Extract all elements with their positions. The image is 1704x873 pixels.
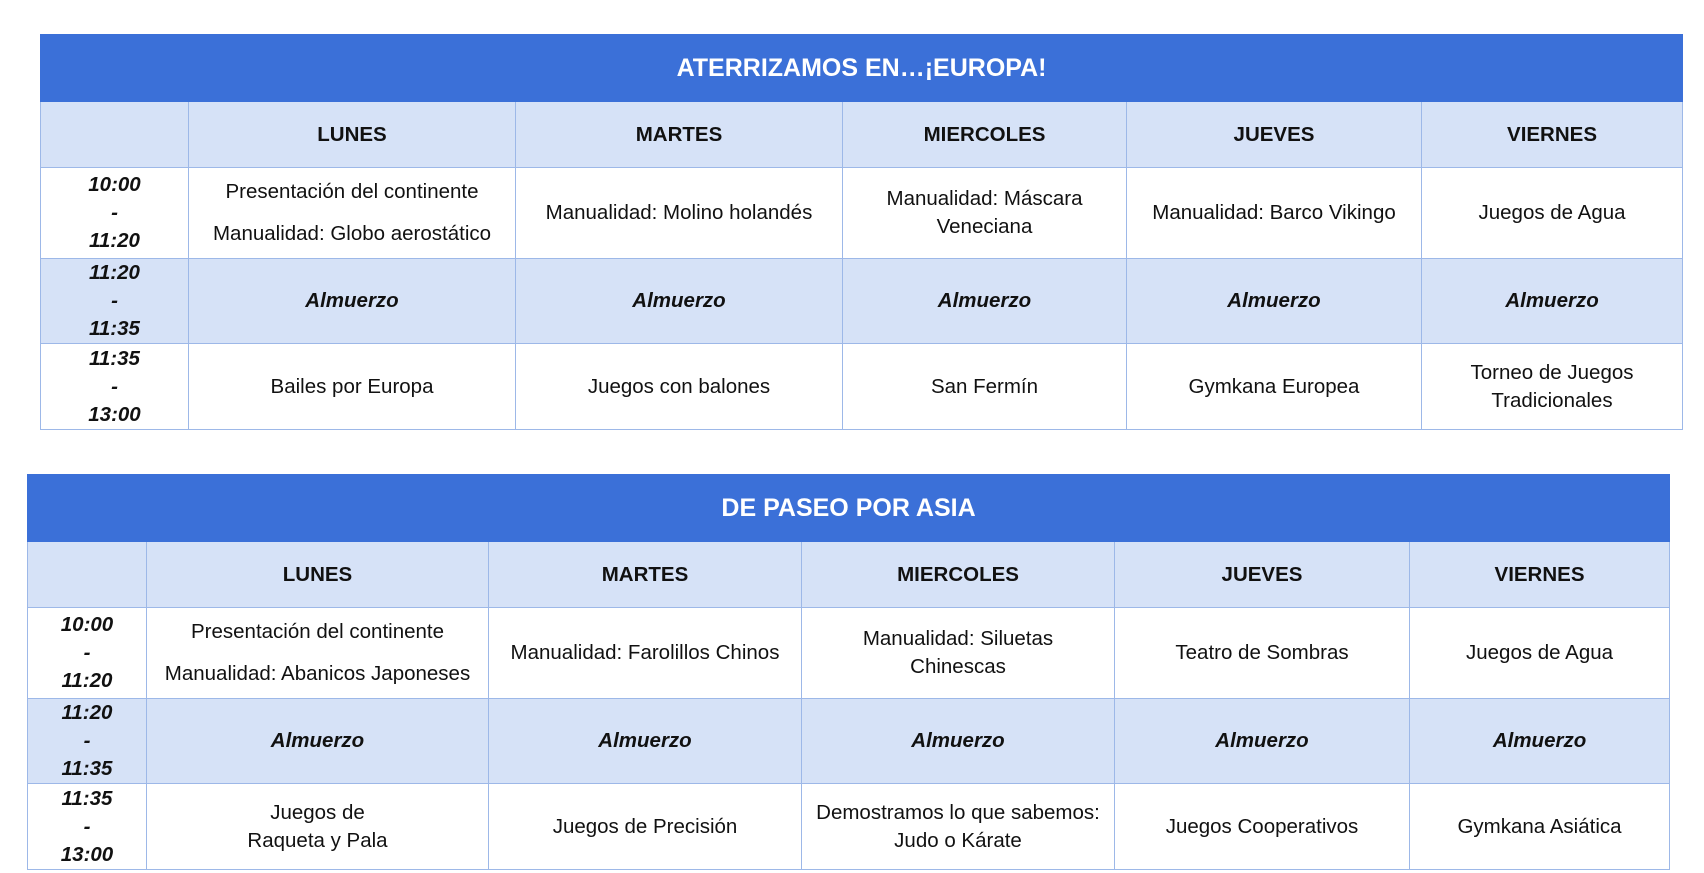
schedule-table-europa bbox=[40, 34, 1683, 430]
activity-cell bbox=[1127, 344, 1422, 430]
activity-cell bbox=[1422, 344, 1683, 430]
day-header-lunes: LUNES bbox=[189, 102, 516, 168]
time-end: 13:00 bbox=[60, 842, 114, 866]
activity-cell bbox=[516, 168, 843, 259]
time-separator: - bbox=[111, 374, 118, 398]
activity-cell bbox=[189, 344, 516, 430]
activity-cell bbox=[802, 784, 1115, 870]
schedule-table-asia bbox=[27, 474, 1670, 870]
activity-line: Manualidad: Farolillos Chinos bbox=[510, 641, 780, 664]
time-separator: - bbox=[111, 289, 118, 312]
activity-cell bbox=[516, 344, 843, 430]
activity-line: Torneo de Juegos bbox=[1470, 360, 1634, 384]
activity-line: Gymkana Asiática bbox=[1457, 814, 1622, 838]
time-separator: - bbox=[83, 641, 91, 664]
activity-cell bbox=[1410, 608, 1670, 699]
time-end: 11:35 bbox=[61, 757, 113, 780]
activity-line: Presentación del continente bbox=[225, 180, 479, 203]
activity-line: Gymkana Europea bbox=[1188, 374, 1360, 398]
activity-line: Bailes por Europa bbox=[270, 374, 434, 398]
time-cell bbox=[28, 784, 147, 870]
activity-line: Manualidad: Siluetas bbox=[862, 627, 1054, 650]
time-end: 11:35 bbox=[89, 317, 140, 340]
time-start: 11:35 bbox=[61, 786, 113, 810]
lunch-cell: Almuerzo bbox=[489, 699, 802, 784]
activity-line: Demostramos lo que sabemos: bbox=[816, 800, 1100, 824]
activity-line: Raqueta y Pala bbox=[247, 828, 388, 852]
time-separator: - bbox=[111, 201, 118, 224]
lunch-cell: Almuerzo bbox=[1115, 699, 1410, 784]
lunch-cell: Almuerzo bbox=[189, 259, 516, 344]
day-header-lunes: LUNES bbox=[147, 542, 489, 608]
activity-cell bbox=[1115, 608, 1410, 699]
activity-line: Manualidad: Molino holandés bbox=[545, 201, 813, 224]
table-row bbox=[41, 259, 1683, 344]
activity-line: Manualidad: Máscara bbox=[886, 187, 1083, 210]
activity-line: Chinescas bbox=[910, 655, 1006, 678]
activity-line: Veneciana bbox=[936, 215, 1033, 238]
lunch-cell: Almuerzo bbox=[802, 699, 1115, 784]
activity-line: Juegos de Agua bbox=[1465, 641, 1614, 664]
time-start: 10:00 bbox=[88, 173, 141, 196]
day-header-viernes: VIERNES bbox=[1422, 102, 1683, 168]
activity-line: San Fermín bbox=[930, 374, 1039, 398]
time-cell bbox=[41, 168, 189, 259]
activity-line: Juegos de Precisión bbox=[552, 814, 738, 838]
activity-cell bbox=[1115, 784, 1410, 870]
day-header-jueves: JUEVES bbox=[1115, 542, 1410, 608]
activity-cell bbox=[189, 168, 516, 259]
activity-cell bbox=[843, 344, 1127, 430]
activity-line: Juegos de bbox=[270, 800, 365, 824]
activity-cell bbox=[147, 784, 489, 870]
activity-line: Juegos de Agua bbox=[1478, 201, 1626, 224]
activity-cell bbox=[1422, 168, 1683, 259]
time-start: 11:35 bbox=[89, 346, 140, 370]
lunch-cell: Almuerzo bbox=[147, 699, 489, 784]
activity-line: Judo o Kárate bbox=[894, 828, 1022, 852]
lunch-cell: Almuerzo bbox=[1422, 259, 1683, 344]
lunch-cell: Almuerzo bbox=[516, 259, 843, 344]
activity-line: Tradicionales bbox=[1491, 388, 1613, 412]
activity-line: Juegos Cooperativos bbox=[1165, 814, 1359, 838]
activity-line: Presentación del continente bbox=[190, 620, 444, 643]
table-row bbox=[41, 168, 1683, 259]
lunch-cell: Almuerzo bbox=[1410, 699, 1670, 784]
time-start: 10:00 bbox=[60, 613, 114, 636]
time-start: 11:20 bbox=[61, 701, 113, 724]
table-row bbox=[28, 608, 1670, 699]
time-cell bbox=[41, 259, 189, 344]
lunch-cell: Almuerzo bbox=[1127, 259, 1422, 344]
activity-cell bbox=[147, 608, 489, 699]
activity-cell bbox=[489, 608, 802, 699]
time-end: 11:20 bbox=[61, 669, 113, 692]
table-title: DE PASEO POR ASIA bbox=[28, 475, 1670, 542]
table-row bbox=[41, 344, 1683, 430]
activity-line: Manualidad: Barco Vikingo bbox=[1152, 201, 1396, 224]
time-end: 11:20 bbox=[89, 229, 140, 252]
corner-cell bbox=[41, 102, 189, 168]
day-header-viernes: VIERNES bbox=[1410, 542, 1670, 608]
time-cell bbox=[28, 608, 147, 699]
time-separator: - bbox=[83, 729, 91, 752]
activity-cell bbox=[1410, 784, 1670, 870]
time-start: 11:20 bbox=[89, 261, 140, 284]
corner-cell bbox=[28, 542, 147, 608]
day-header-martes: MARTES bbox=[516, 102, 843, 168]
activity-cell bbox=[802, 608, 1115, 699]
activity-cell bbox=[843, 168, 1127, 259]
activity-line: Manualidad: Globo aerostático bbox=[212, 222, 492, 245]
time-cell bbox=[41, 344, 189, 430]
day-header-miercoles: MIERCOLES bbox=[843, 102, 1127, 168]
day-header-jueves: JUEVES bbox=[1127, 102, 1422, 168]
activity-line: Manualidad: Abanicos Japoneses bbox=[164, 662, 471, 685]
table-row bbox=[28, 784, 1670, 870]
time-separator: - bbox=[83, 814, 91, 838]
table-title: ATERRIZAMOS EN…¡EUROPA! bbox=[41, 35, 1683, 102]
day-header-martes: MARTES bbox=[489, 542, 802, 608]
table-row bbox=[28, 699, 1670, 784]
activity-cell bbox=[489, 784, 802, 870]
activity-line: Teatro de Sombras bbox=[1175, 641, 1349, 664]
activity-cell bbox=[1127, 168, 1422, 259]
lunch-cell: Almuerzo bbox=[843, 259, 1127, 344]
activity-line: Juegos con balones bbox=[587, 374, 771, 398]
day-header-miercoles: MIERCOLES bbox=[802, 542, 1115, 608]
time-cell bbox=[28, 699, 147, 784]
time-end: 13:00 bbox=[88, 402, 141, 426]
